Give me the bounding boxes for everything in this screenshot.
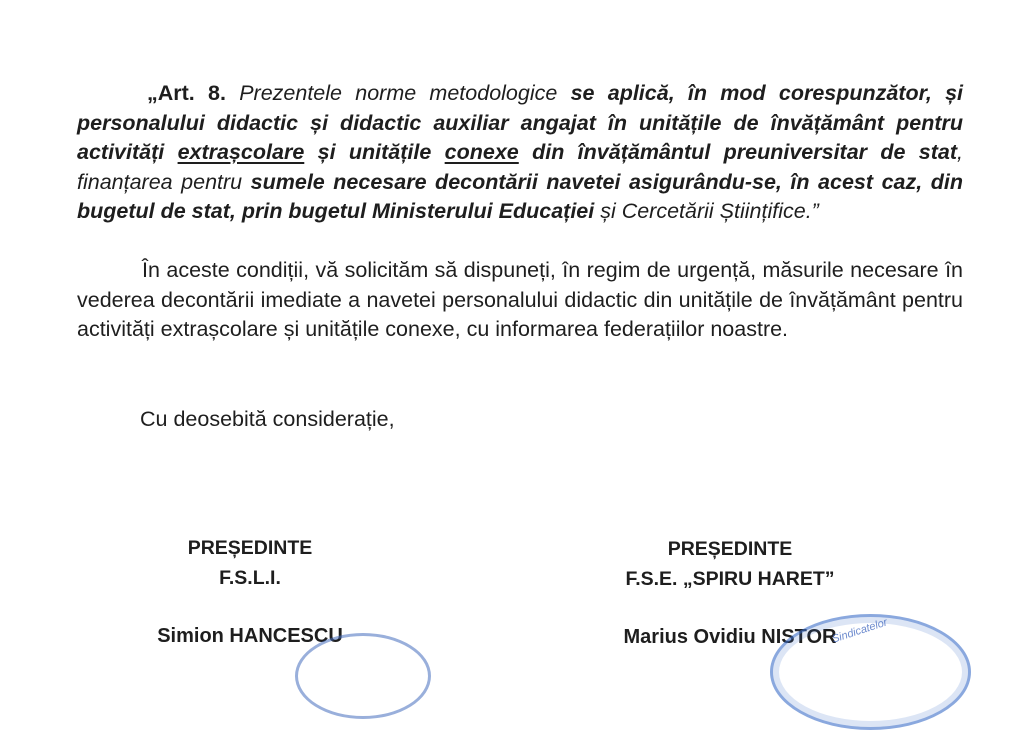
signature-block-fsli <box>140 533 360 651</box>
quote-text-italic: și Cercetării Științifice.” <box>594 199 819 224</box>
underlined-extrascolare: extrașcolare <box>177 140 305 165</box>
quote-text-italic: , finanțarea pentru <box>77 140 964 194</box>
signatory-organization: F.S.E. „SPIRU HARET” <box>625 568 835 590</box>
signatory-organization: F.S.L.I. <box>219 567 281 589</box>
quote-text-bold: și unitățile <box>304 140 445 165</box>
signatory-title: PREȘEDINTE <box>667 538 793 560</box>
signature-block-fse <box>585 534 875 652</box>
signatory-title: PREȘEDINTE <box>187 537 313 559</box>
underlined-conexe: conexe <box>444 140 519 165</box>
stamp-text: Sindicatelor <box>830 616 889 646</box>
quote-text-bold: se aplică, în mod corespunzător, și personalului didactic și didactic auxiliar angajat în unitățile de învățământ pentru activități <box>77 81 963 165</box>
closing-salutation: Cu deosebită considerație, <box>140 407 395 431</box>
article-label: „Art. 8. <box>147 81 226 105</box>
quote-text-italic: Prezentele norme metodologice <box>225 81 571 105</box>
quote-text-bold: din învățământul preuniversitar de stat <box>518 140 958 165</box>
signatory-name: Marius Ovidiu NISTOR <box>623 626 837 648</box>
quote-text-bold: sumele necesare decontării navetei asigurându-se, în acest caz, din bugetul de stat, prin bugetul Ministerului Educației <box>77 169 963 224</box>
signatory-name: Simion HANCESCU <box>157 625 343 647</box>
request-paragraph: În aceste condiții, vă solicităm să dispuneți, în regim de urgență, măsurile necesare în vederea decontării imediate a navetei personalului didactic din unitățile de învățământ pentru activități extrașcolare și unitățile conexe, cu informarea federațiilor noastre. <box>77 258 963 342</box>
article-8-quote-paragraph <box>77 79 963 227</box>
